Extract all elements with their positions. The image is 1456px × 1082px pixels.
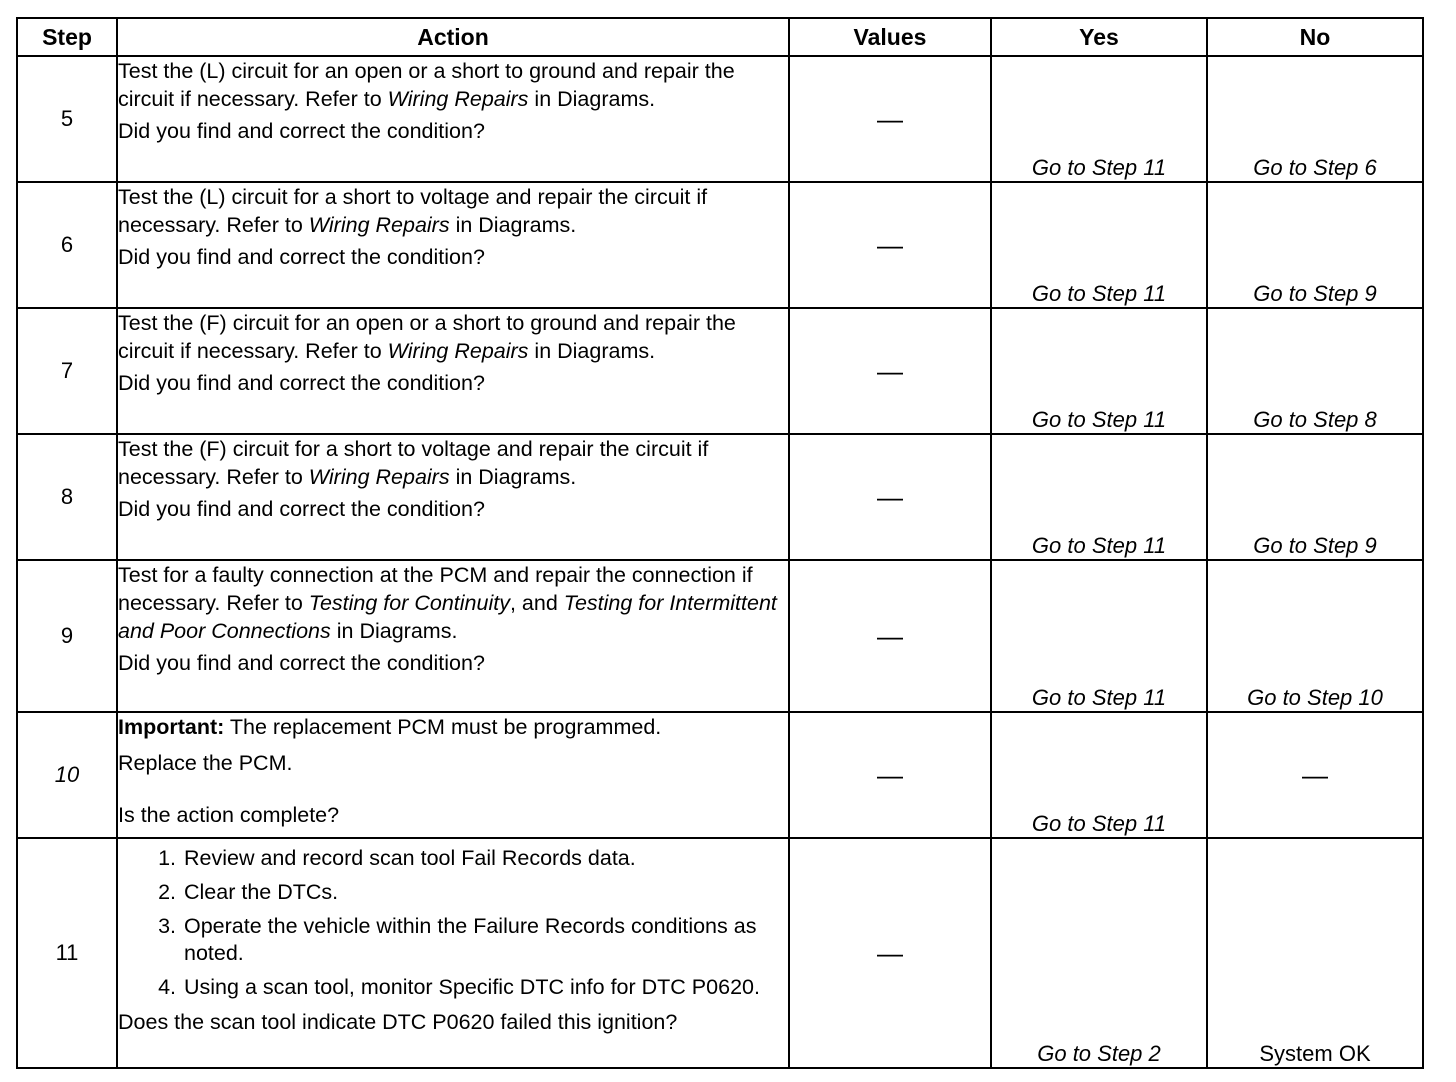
no-cell: System OK: [1207, 838, 1423, 1068]
action-cell: [117, 838, 789, 1068]
step-number: 8: [17, 434, 117, 560]
step-number: 6: [17, 182, 117, 308]
step-number: 9: [17, 560, 117, 712]
values-cell: —: [789, 308, 991, 434]
action-question: Did you find and correct the condition?: [118, 651, 485, 675]
action-text: Test the (L) circuit for an open or a short to ground and repair the circuit if necessary. Refer to Wiring Repairs in Diagrams.: [118, 59, 735, 111]
important-label: Important:: [118, 715, 225, 739]
list-item: 3. Operate the vehicle within the Failure Records conditions as noted.: [158, 914, 757, 965]
header-row: [17, 18, 1423, 56]
reference-link-text: Wiring Repairs: [308, 465, 450, 489]
action-text: Test the (F) circuit for an open or a short to ground and repair the circuit if necessary. Refer to Wiring Repairs in Diagrams.: [118, 311, 736, 363]
action-question: Is the action complete?: [118, 803, 340, 827]
reference-link-text: Testing for Intermittent and Poor Connections: [118, 591, 777, 643]
no-cell: Go to Step 9: [1207, 182, 1423, 308]
header-values: Values: [789, 18, 991, 56]
action-cell: [117, 182, 789, 308]
table-row: [17, 838, 1423, 1068]
table-row: [17, 182, 1423, 308]
step-number: 10: [17, 712, 117, 838]
no-cell: Go to Step 6: [1207, 56, 1423, 182]
values-cell: —: [789, 56, 991, 182]
values-cell: —: [789, 560, 991, 712]
diagnostic-table: [16, 17, 1424, 1069]
values-cell: —: [789, 838, 991, 1068]
yes-cell: Go to Step 11: [991, 434, 1207, 560]
yes-cell: Go to Step 11: [991, 712, 1207, 838]
action-question: Did you find and correct the condition?: [118, 371, 485, 395]
action-text: Test for a faulty connection at the PCM and repair the connection if necessary. Refer to Testing for Continuity, and Testing for Intermittent and Poor Connections in Diagrams.: [118, 563, 777, 643]
yes-cell: Go to Step 11: [991, 560, 1207, 712]
reference-link-text: Wiring Repairs: [387, 87, 529, 111]
action-cell: [117, 56, 789, 182]
action-cell: [117, 712, 789, 838]
table-row: [17, 434, 1423, 560]
values-cell: —: [789, 712, 991, 838]
action-text: Replace the PCM.: [118, 751, 293, 775]
header-yes: Yes: [991, 18, 1207, 56]
yes-cell: Go to Step 2: [991, 838, 1207, 1068]
action-cell: [117, 560, 789, 712]
list-item: 2. Clear the DTCs.: [158, 880, 339, 904]
step-number: 7: [17, 308, 117, 434]
yes-cell: Go to Step 11: [991, 56, 1207, 182]
values-cell: —: [789, 434, 991, 560]
list-item: 1. Review and record scan tool Fail Records data.: [158, 846, 636, 870]
action-text: Test the (L) circuit for a short to voltage and repair the circuit if necessary. Refer to Wiring Repairs in Diagrams.: [118, 185, 708, 237]
yes-cell: Go to Step 11: [991, 308, 1207, 434]
no-cell: Go to Step 9: [1207, 434, 1423, 560]
yes-cell: Go to Step 11: [991, 182, 1207, 308]
no-cell: Go to Step 8: [1207, 308, 1423, 434]
reference-link-text: Wiring Repairs: [308, 213, 450, 237]
header-action: Action: [117, 18, 789, 56]
action-question: Did you find and correct the condition?: [118, 119, 485, 143]
table-row: [17, 308, 1423, 434]
header-step: Step: [17, 18, 117, 56]
action-question: Does the scan tool indicate DTC P0620 failed this ignition?: [118, 1010, 678, 1034]
action-text: Test the (F) circuit for a short to voltage and repair the circuit if necessary. Refer to Wiring Repairs in Diagrams.: [118, 437, 709, 489]
no-cell: —: [1207, 712, 1423, 838]
reference-link-text: Testing for Continuity: [308, 591, 510, 615]
table-row: [17, 560, 1423, 712]
table-row: [17, 712, 1423, 838]
action-cell: [117, 434, 789, 560]
header-no: No: [1207, 18, 1423, 56]
list-item: 4. Using a scan tool, monitor Specific DTC info for DTC P0620.: [158, 975, 760, 999]
action-question: Did you find and correct the condition?: [118, 245, 485, 269]
action-cell: [117, 308, 789, 434]
reference-link-text: Wiring Repairs: [387, 339, 529, 363]
no-cell: Go to Step 10: [1207, 560, 1423, 712]
action-question: Did you find and correct the condition?: [118, 497, 485, 521]
step-number: 11: [17, 838, 117, 1068]
important-note: Important: The replacement PCM must be programmed.: [118, 715, 662, 739]
values-cell: —: [789, 182, 991, 308]
step-number: 5: [17, 56, 117, 182]
table-row: [17, 56, 1423, 182]
procedure-list: [118, 845, 788, 1001]
